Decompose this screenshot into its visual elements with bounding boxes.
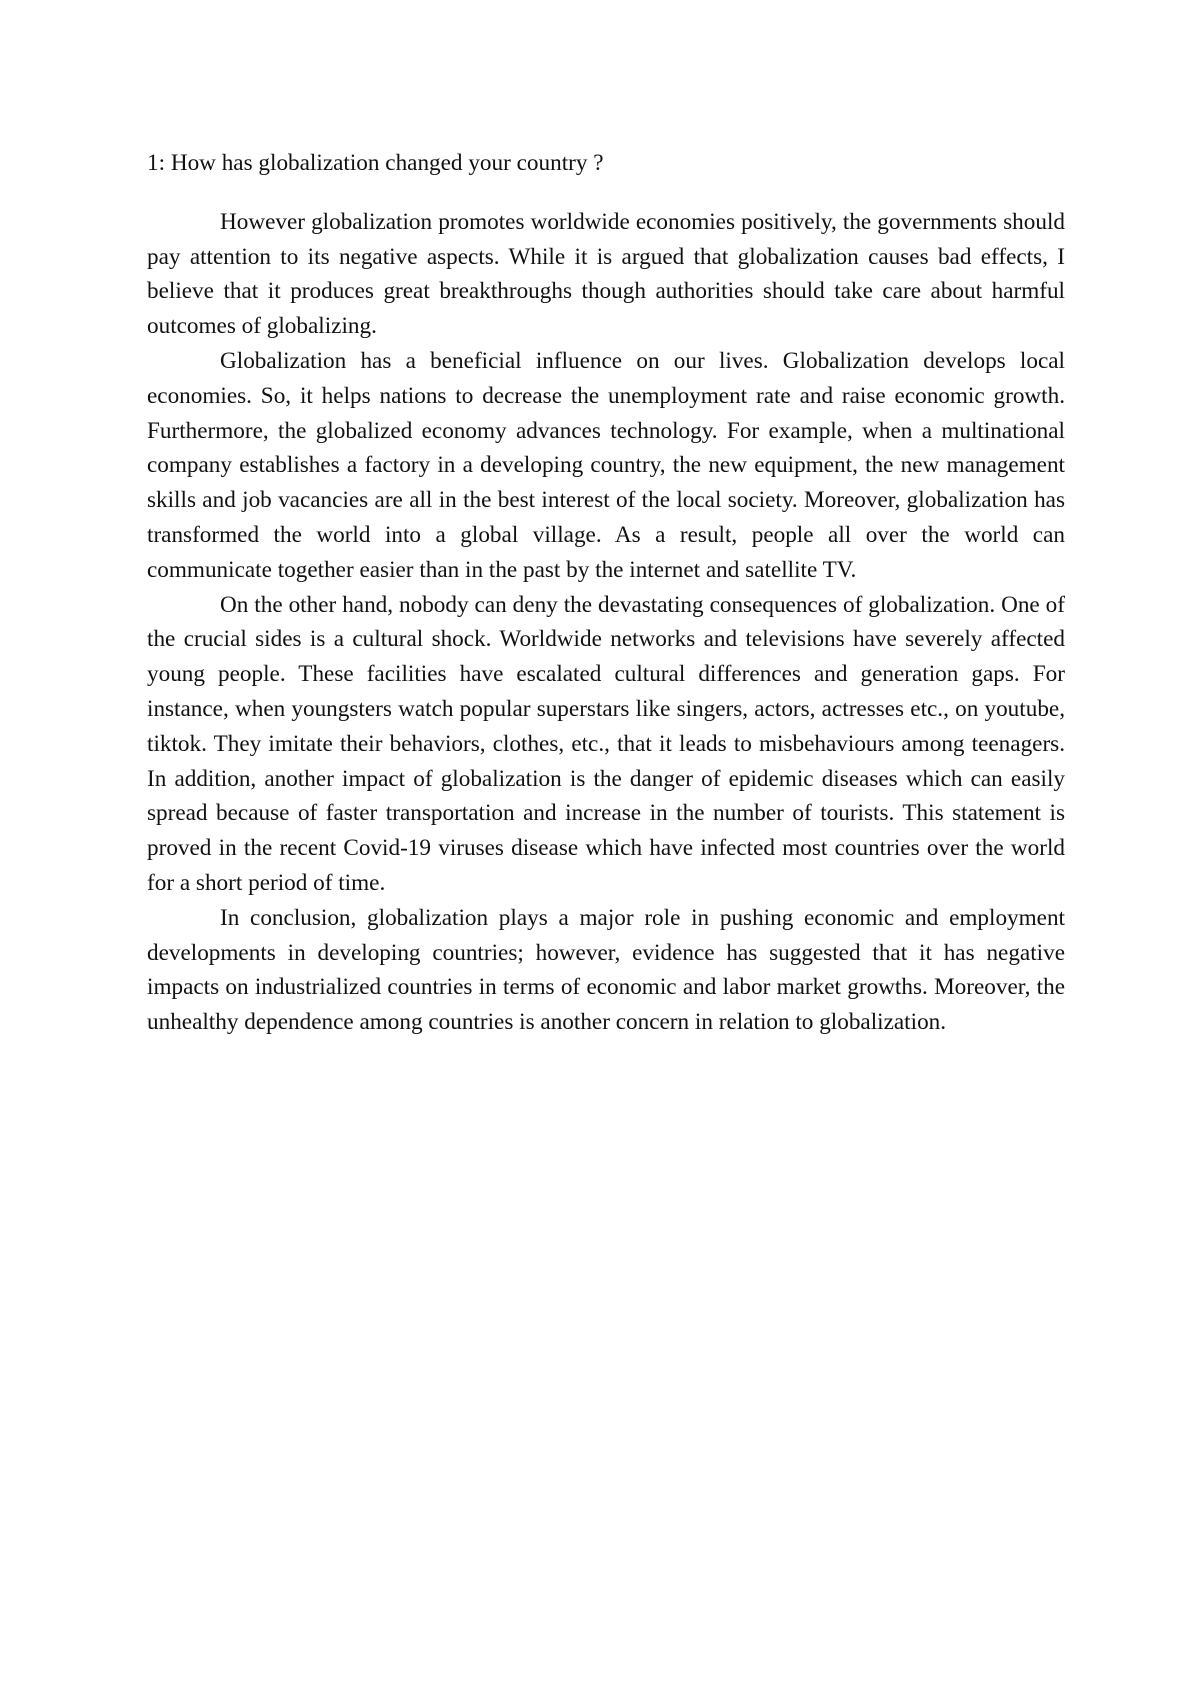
paragraph-introduction: However globalization promotes worldwide economies positively, the governments should pay attention to its negative aspects. While it is argued that globalization causes bad effects, I believe that it produces great breakthroughs though authorities should take care about harmful outcomes of globalizing. (147, 208, 1065, 340)
paragraph-benefits: Globalization has a beneficial influence on our lives. Globalization develops local economies. So, it helps nations to decrease the unemployment rate and raise economic growth. Furthermore, the globalized economy advances technology. For example, when a multinational company establishes a factory in a developing country, the new equipment, the new management skills and job vacancies are all in the best interest of the local society. Moreover, globalization has transformed the world into a global village. As a result, people all over the world can communicate together easier than in the past by the internet and satellite TV. (147, 347, 1065, 583)
paragraph-drawbacks: On the other hand, nobody can deny the devastating consequences of globalization. One of the crucial sides is a cultural shock. Worldwide networks and televisions have severely affected young people. These facilities have escalated cultural differences and generation gaps. For instance, when youngsters watch popular superstars like singers, actors, actresses etc., on youtube, tiktok. They imitate their behaviors, clothes, etc., that it leads to misbehaviours among teenagers. In addition, another impact of globalization is the danger of epidemic diseases which can easily spread because of faster transportation and increase in the number of tourists. This statement is proved in the recent Covid-19 viruses disease which have infected most countries over the world for a short period of time. (147, 591, 1065, 896)
paragraph-conclusion: In conclusion, globalization plays a major role in pushing economic and employment developments in developing countries; however, evidence has suggested that it has negative impacts on industrialized countries in terms of economic and labor market growths. Moreover, the unhealthy dependence among countries is another concern in relation to globalization. (147, 904, 1065, 1036)
essay-question: 1: How has globalization changed your country ? (147, 150, 604, 176)
essay-body (147, 146, 1065, 1040)
